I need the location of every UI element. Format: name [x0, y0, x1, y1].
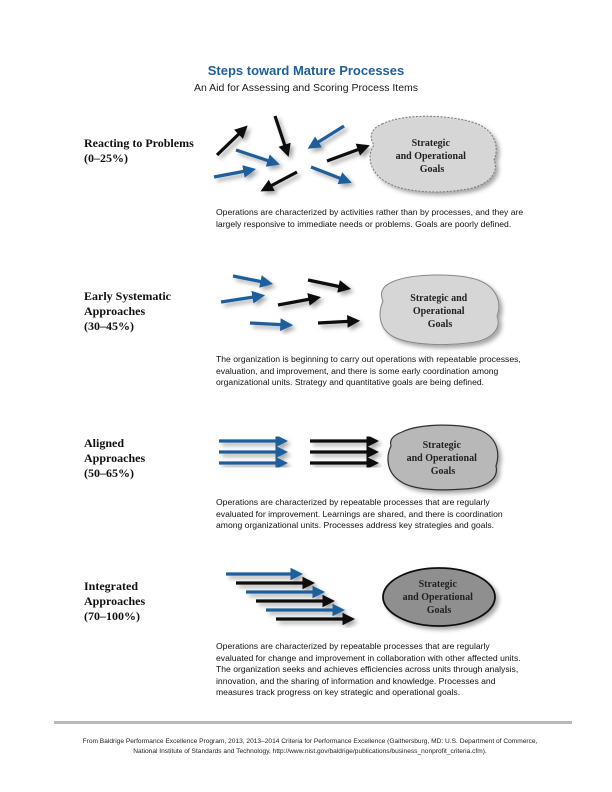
page-title: Steps toward Mature Processes — [207, 63, 405, 78]
stage-label-early-systematic: Early Systematic Approaches (30–45%) — [84, 289, 171, 333]
arrow-blue — [312, 126, 344, 146]
goal-label-integrated: Strategic and Operational Goals — [402, 579, 473, 616]
arrow-black — [275, 116, 287, 152]
stage-description-reacting: Operations are characterized by activities rather than by processes, and they are largely responsive to immediate needs or problems. Goals are poorly defined. — [216, 207, 524, 229]
arrow-blue — [221, 296, 260, 302]
goal-cloud-reacting — [370, 116, 496, 192]
goal-cloud-early-systematic — [380, 275, 499, 345]
arrow-black — [327, 147, 365, 161]
arrow-black — [265, 172, 297, 189]
stage-label-reacting: Reacting to Problems (0–25%) — [84, 136, 194, 165]
arrows-early-systematic — [221, 276, 355, 325]
arrow-blue — [214, 170, 251, 177]
arrow-blue — [250, 323, 288, 325]
arrow-black — [278, 298, 316, 305]
goal-label-aligned: Strategic and Operational Goals — [406, 440, 477, 477]
arrows-reacting — [214, 116, 365, 189]
stage-label-integrated: Integrated Approaches (70–100%) — [84, 579, 146, 623]
arrow-blue — [311, 167, 347, 181]
stage-label-aligned: Aligned Approaches (50–65%) — [84, 436, 146, 480]
page-subtitle: An Aid for Assessing and Scoring Process Items — [193, 82, 419, 94]
arrow-black — [318, 321, 355, 323]
stage-description-integrated: Operations are characterized by repeatable processes that are regularly evaluated for change and improvement in collaboration with other affected units. The organization seeks and achieves efficiencies across units through analysis, innovation, and the sharing of information and knowledge. Processes and measures track progress on key strategic and operational goals. — [216, 641, 521, 697]
stage-description-early-systematic: The organization is beginning to carry out operations with repeatable processes, evaluation, and improvement, and there is some early coordination among organizational units. Strategy and quantitative goals are being defined. — [216, 354, 521, 387]
arrows-aligned — [219, 441, 374, 463]
stage-description-aligned: Operations are characterized by repeatable processes that are regularly evaluated for improvement. Learnings are shared, and there is coordination among organizational units. Processes address key strategies and goals. — [216, 497, 503, 530]
goal-cloud-aligned — [388, 425, 498, 490]
arrow-blue — [233, 276, 268, 283]
arrow-blue — [236, 150, 275, 163]
goal-cloud-integrated — [383, 568, 495, 626]
footer-divider — [54, 721, 572, 724]
arrow-black — [308, 280, 346, 288]
goal-label-reacting: Strategic and Operational Goals — [395, 138, 466, 175]
goal-label-early-systematic: Strategic and Operational Goals — [410, 293, 468, 330]
source-footnote: From Baldrige Performance Excellence Program, 2013, 2013–2014 Criteria for Performance Excellence (Gaithersburg, MD: U.S. Department of Commerce, National Institute of Standards and Technology, http://www.nist.gov/baldrige/publications/business_nonprofit_criteria.cfm). — [82, 738, 538, 755]
arrows-integrated — [226, 574, 350, 619]
